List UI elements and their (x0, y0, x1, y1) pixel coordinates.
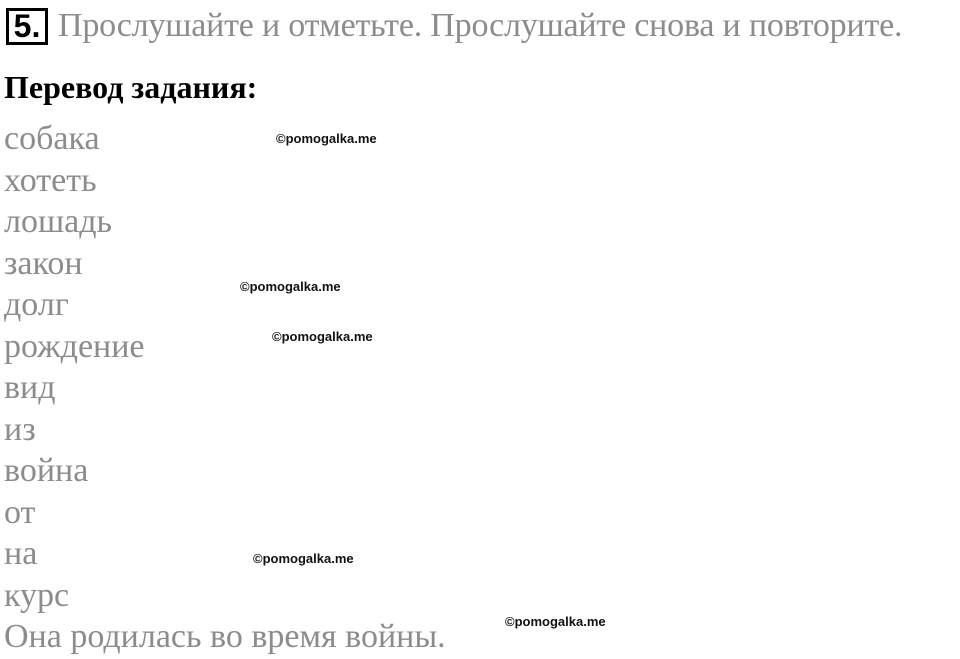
word-item: хотеть (4, 161, 97, 199)
task-instruction: Прослушайте и отметьте. Прослушайте снова и повторите. (58, 7, 903, 44)
task-number: 5. (6, 8, 48, 45)
word-item: рождение (4, 327, 145, 365)
word-item: из (4, 410, 36, 448)
word-item: закон (4, 244, 83, 282)
watermark: ©pomogalka.me (505, 614, 606, 629)
watermark: ©pomogalka.me (240, 279, 341, 294)
word-item: на (4, 535, 38, 572)
word-item: от (4, 493, 36, 531)
word-item: собака (4, 120, 100, 157)
word-list (4, 118, 446, 658)
word-item: долг (4, 286, 69, 323)
watermark: ©pomogalka.me (272, 329, 373, 344)
watermark: ©pomogalka.me (276, 131, 377, 146)
word-item: вид (4, 369, 56, 406)
word-item: курс (4, 576, 70, 614)
sentence-item: Она родилась во время войны. (4, 618, 446, 655)
word-item: война (4, 452, 89, 489)
section-title: Перевод задания: (4, 69, 258, 105)
watermark: ©pomogalka.me (253, 551, 354, 566)
task-header (6, 5, 902, 47)
word-item: лошадь (4, 203, 113, 240)
